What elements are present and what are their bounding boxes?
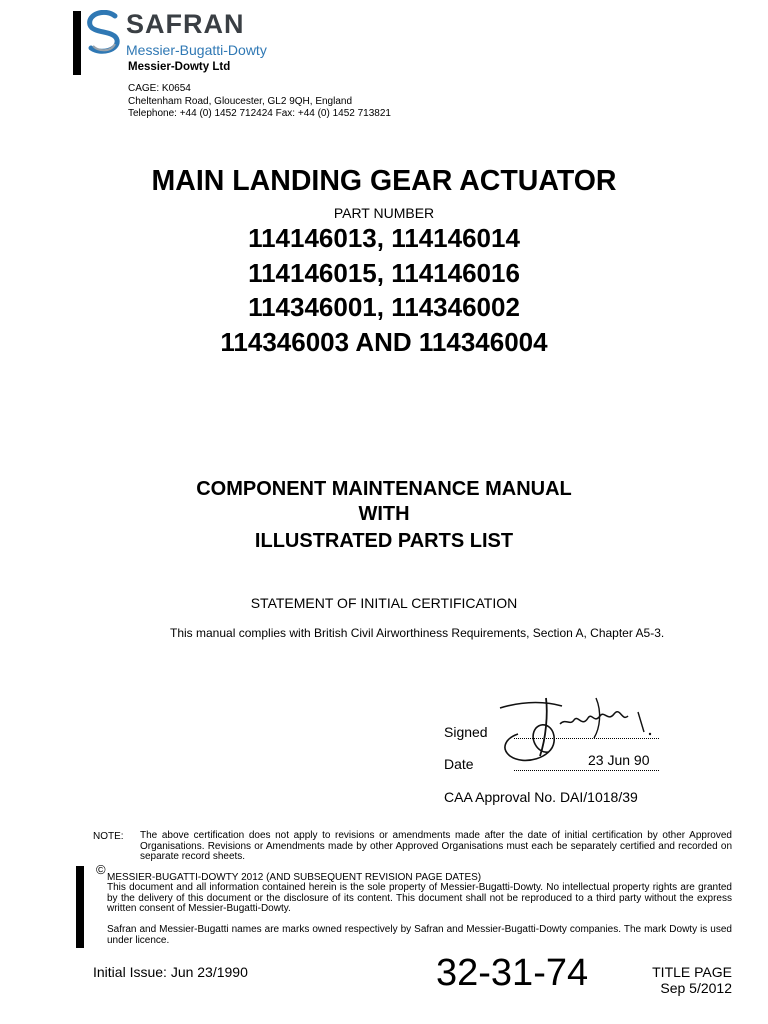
initial-issue: Initial Issue: Jun 23/1990	[93, 964, 248, 980]
note-text: The above certification does not apply to revisions or amendments made after the date of initial certification by other Approved Organisations. Revisions or Amendments made by other Approved Organisations must each be separately certified and recorded on separate record sheets.	[140, 830, 732, 862]
certification-statement: This manual complies with British Civil Airworthiness Requirements, Section A, Chapter A5-3.	[170, 626, 665, 640]
part-number-line: 114146015, 114146016	[248, 258, 520, 288]
change-bar-top	[73, 11, 81, 75]
manual-title-line: COMPONENT MAINTENANCE MANUAL	[196, 478, 572, 500]
caa-approval: CAA Approval No. DAI/1018/39	[444, 789, 638, 805]
page-date: Sep 5/2012	[660, 980, 732, 996]
part-number-line: 114346003 AND 114346004	[220, 327, 548, 357]
date-value: 23 Jun 90	[588, 752, 650, 768]
address-cage: CAGE: K0654	[128, 83, 191, 94]
signed-label: Signed	[444, 724, 488, 740]
part-number-label: PART NUMBER	[333, 205, 435, 221]
document-number: 32-31-74	[436, 952, 589, 994]
safran-logo-icon	[85, 10, 125, 54]
manual-title-line: ILLUSTRATED PARTS LIST	[254, 530, 514, 552]
address-street: Cheltenham Road, Gloucester, GL2 9QH, England	[128, 96, 353, 107]
page-label: TITLE PAGE	[652, 964, 732, 980]
copyright-text: This document and all information contained herein is the sole property of Messier-Bugatti-Dowty. No intellectual property rights are granted by the delivery of this document or the disclosure of its content. This document shall not be reproduced to a third party without the express written consent of Messier-Bugatti-Dowty.	[107, 882, 732, 914]
manual-title-line: WITH	[358, 503, 410, 525]
note-label: NOTE:	[93, 831, 124, 842]
part-number-line: 114346001, 114346002	[248, 292, 520, 322]
page-title: MAIN LANDING GEAR ACTUATOR	[151, 165, 617, 197]
change-bar-bottom	[76, 866, 84, 948]
trademark-text: Safran and Messier-Bugatti names are marks owned respectively by Safran and Messier-Bugatti-Dowty companies. The mark Dowty is used under licence.	[107, 924, 732, 946]
brand-name: SAFRAN	[126, 9, 245, 39]
date-line	[514, 770, 659, 771]
part-number-line: 114146013, 114146014	[248, 223, 520, 253]
company-name: Messier-Dowty Ltd	[128, 61, 231, 73]
certification-heading: STATEMENT OF INITIAL CERTIFICATION	[250, 595, 518, 611]
address-phone: Telephone: +44 (0) 1452 712424 Fax: +44 (0) 1452 713821	[128, 108, 391, 119]
date-label: Date	[444, 756, 474, 772]
copyright-heading: MESSIER-BUGATTI-DOWTY 2012 (AND SUBSEQUENT REVISION PAGE DATES)	[107, 872, 482, 883]
copyright-symbol: ©	[96, 862, 106, 877]
brand-subtitle: Messier-Bugatti-Dowty	[126, 42, 267, 58]
